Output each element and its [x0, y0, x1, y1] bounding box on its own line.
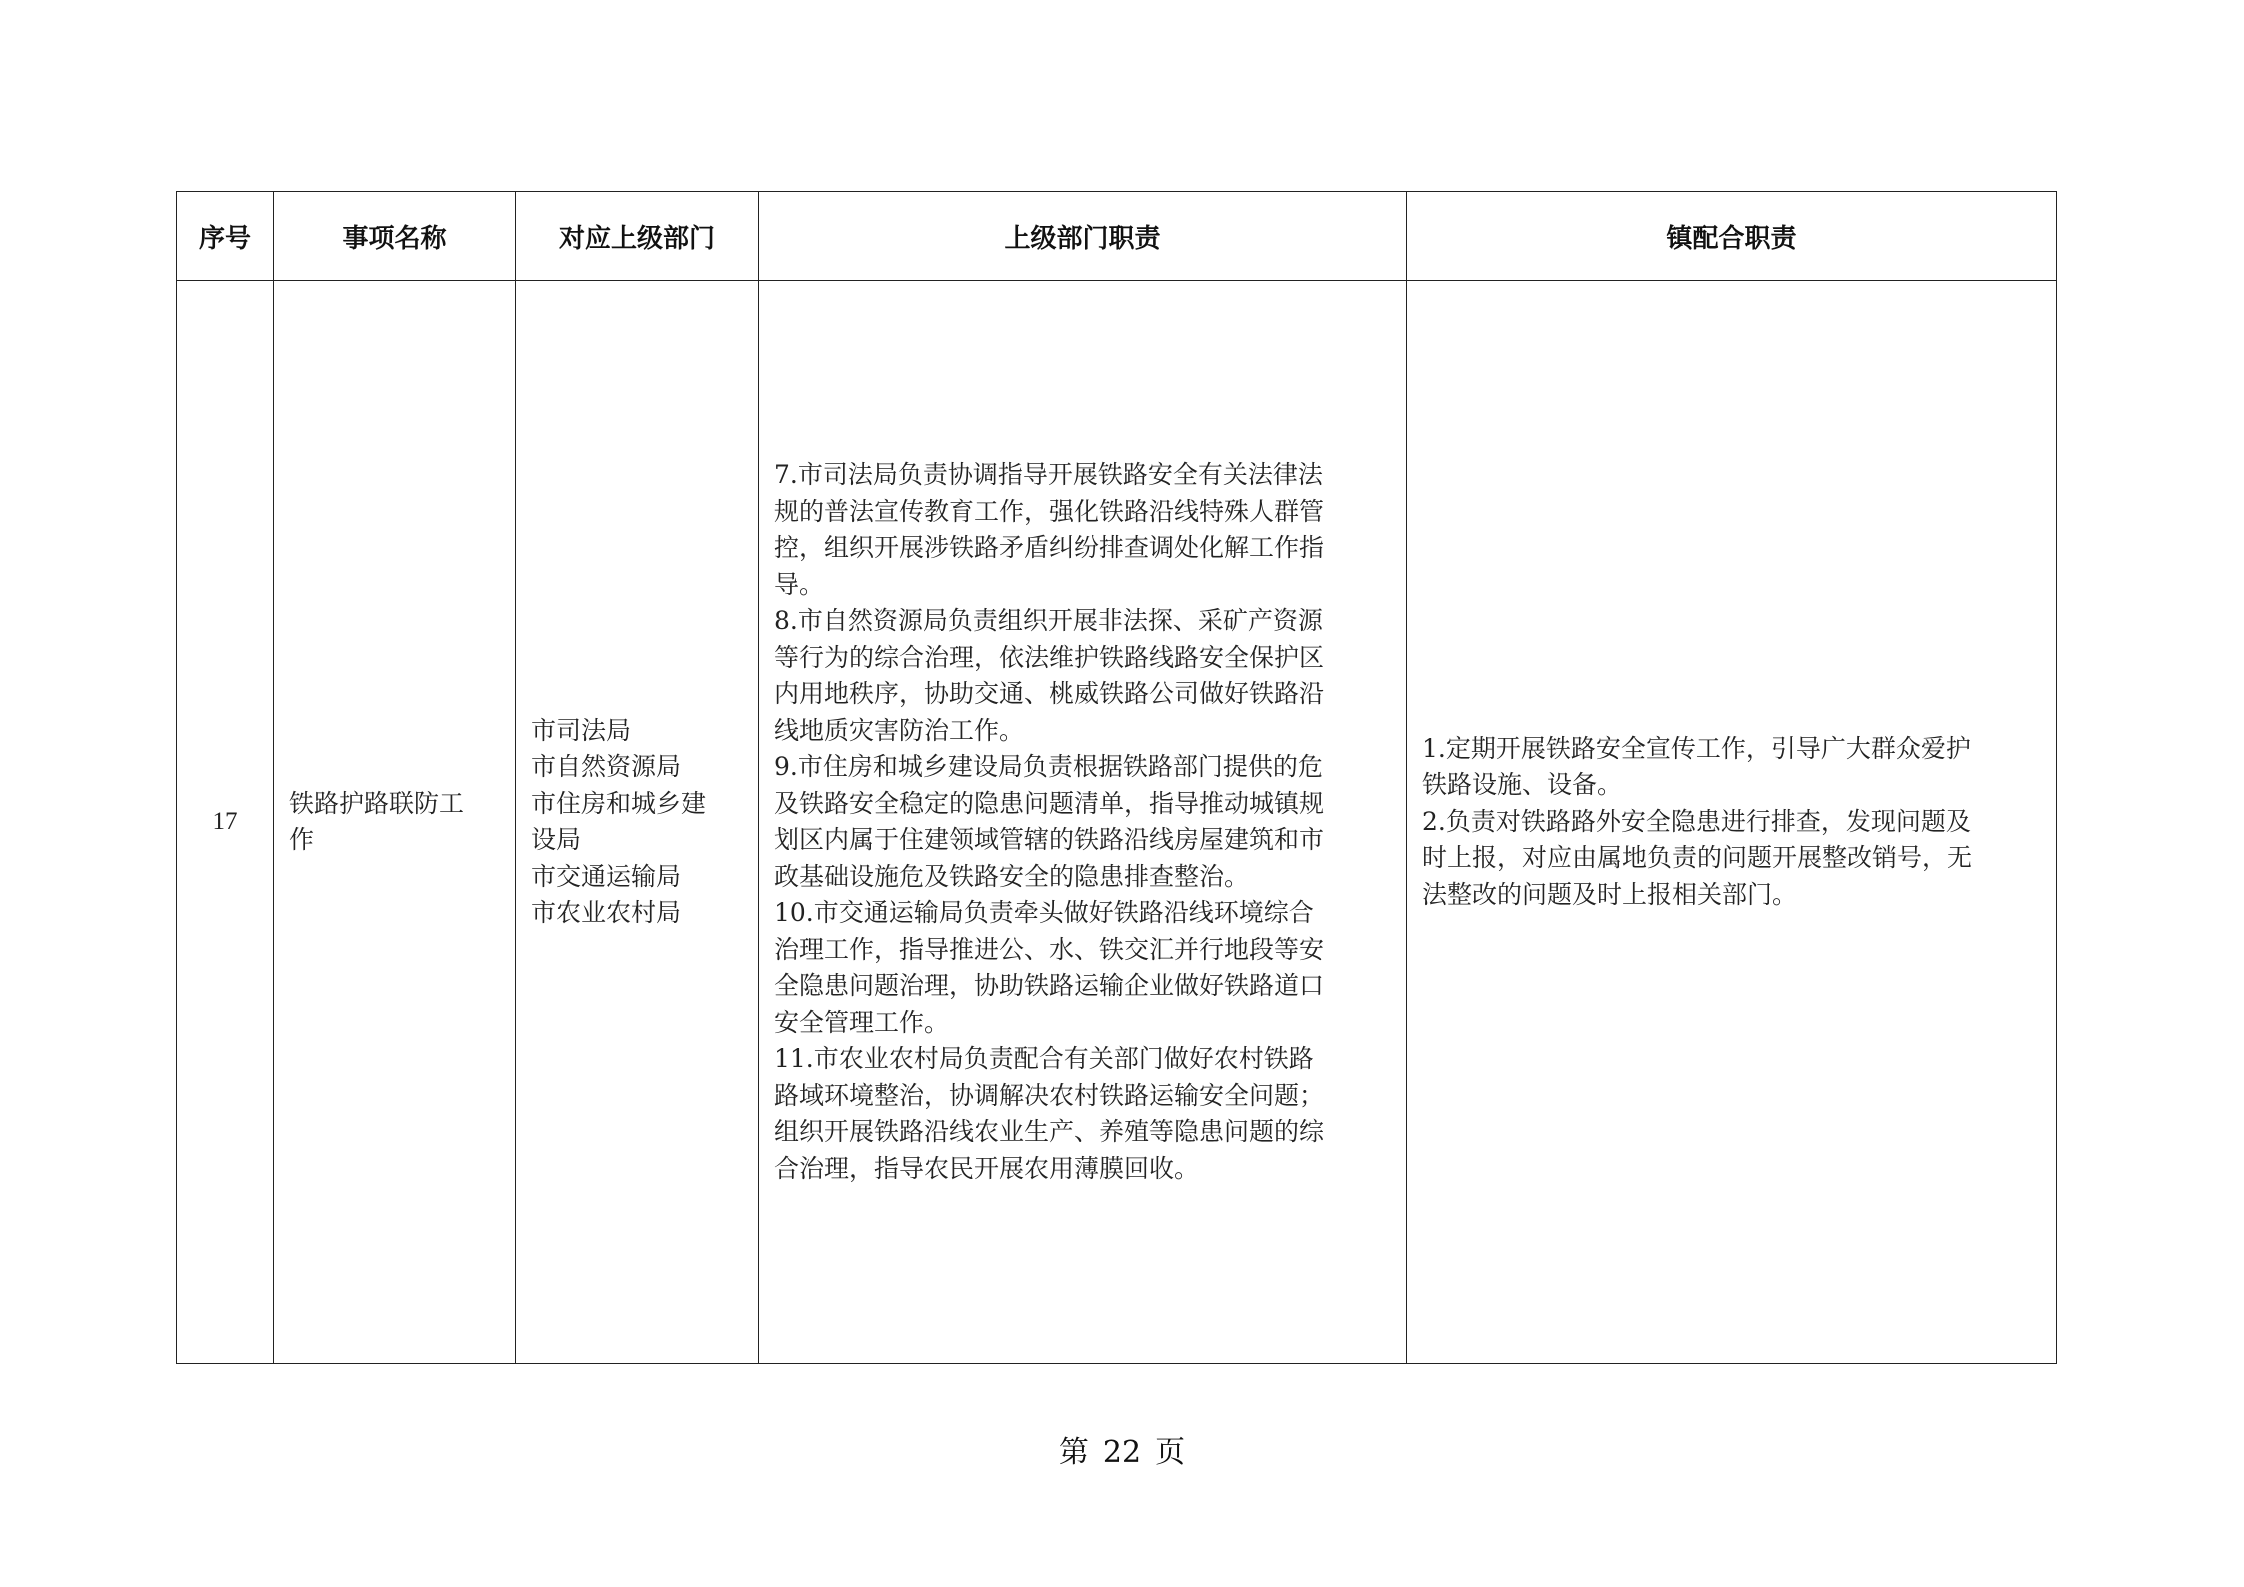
town-duty-line: 时上报，对应由属地负责的问题开展整改销号，无 [1422, 843, 1973, 873]
dept-cell [516, 281, 759, 1364]
page-footer [0, 1427, 2244, 1471]
town-duty-line: 法整改的问题及时上报相关部门。 [1422, 879, 1798, 909]
dept-line: 设局 [531, 825, 582, 854]
duty-line: 治理工作，指导推进公、水、铁交汇并行地段等安 [774, 934, 1325, 964]
duty-line: 划区内属于住建领域管辖的铁路沿线房屋建筑和市 [774, 825, 1325, 854]
header-superior-duty: 上级部门职责 [759, 192, 1407, 281]
duty-line: 政基础设施危及铁路安全的隐患排查整治。 [774, 861, 1250, 891]
header-item-name: 事项名称 [274, 192, 516, 281]
duty-line: 等行为的综合治理，依法维护铁路线路安全保护区 [774, 642, 1325, 672]
table-header-row [177, 192, 2057, 281]
item-name-line: 作 [289, 825, 315, 854]
duty-line: 内用地秩序，协助交通、桃威铁路公司做好铁路沿 [774, 679, 1325, 708]
page-number: 22 [1102, 1435, 1142, 1470]
dept-line: 市交通运输局 [531, 861, 682, 891]
duty-line: 控，组织开展涉铁路矛盾纠纷排查调处化解工作指 [774, 533, 1325, 562]
dept-line: 市司法局 [531, 715, 632, 745]
town-duty-line: 1.定期开展铁路安全宣传工作，引导广大群众爱护 [1422, 733, 1971, 763]
duty-line: 及铁路安全稳定的隐患问题清单，指导推动城镇规 [774, 788, 1325, 818]
page-prefix: 第 [1058, 1435, 1089, 1470]
duty-line: 合治理，指导农民开展农用薄膜回收。 [774, 1153, 1200, 1183]
duty-line: 安全管理工作。 [774, 1007, 950, 1037]
item-name-line: 铁路护路联防工 [289, 788, 465, 818]
dept-line: 市自然资源局 [531, 752, 682, 781]
dept-line: 市住房和城乡建 [531, 788, 707, 818]
duty-line: 8.市自然资源局负责组织开展非法探、采矿产资源 [774, 606, 1323, 635]
dept-line: 市农业农村局 [531, 898, 682, 927]
duty-line: 9.市住房和城乡建设局负责根据铁路部门提供的危 [774, 752, 1323, 781]
header-index: 序号 [177, 192, 274, 281]
superior-duty-cell [759, 281, 1407, 1364]
town-duty-line: 铁路设施、设备。 [1422, 770, 1623, 800]
town-duty-line: 2.负责对铁路路外安全隐患进行排查，发现问题及 [1422, 806, 1971, 836]
duty-line: 11.市农业农村局负责配合有关部门做好农村铁路 [774, 1044, 1314, 1073]
header-superior-dept: 对应上级部门 [516, 192, 759, 281]
row-index: 17 [177, 281, 274, 1364]
page-suffix: 页 [1155, 1435, 1186, 1470]
duty-line: 路域环境整治，协调解决农村铁路运输安全问题； [774, 1080, 1325, 1110]
table-row [177, 281, 2057, 1364]
duty-line: 7.市司法局负责协调指导开展铁路安全有关法律法 [774, 460, 1323, 489]
header-town-duty: 镇配合职责 [1407, 192, 2057, 281]
duty-line: 10.市交通运输局负责牵头做好铁路沿线环境综合 [774, 898, 1314, 927]
duty-line: 线地质灾害防治工作。 [774, 715, 1025, 745]
duty-line: 规的普法宣传教育工作，强化铁路沿线特殊人群管 [774, 496, 1325, 526]
duty-line: 组织开展铁路沿线农业生产、养殖等隐患问题的综 [774, 1117, 1325, 1146]
duty-line: 全隐患问题治理，协助铁路运输企业做好铁路道口 [774, 971, 1325, 1000]
town-duty-cell [1407, 281, 2057, 1364]
item-name-cell [274, 281, 516, 1364]
duty-line: 导。 [774, 569, 825, 599]
duty-table [176, 191, 2057, 1364]
